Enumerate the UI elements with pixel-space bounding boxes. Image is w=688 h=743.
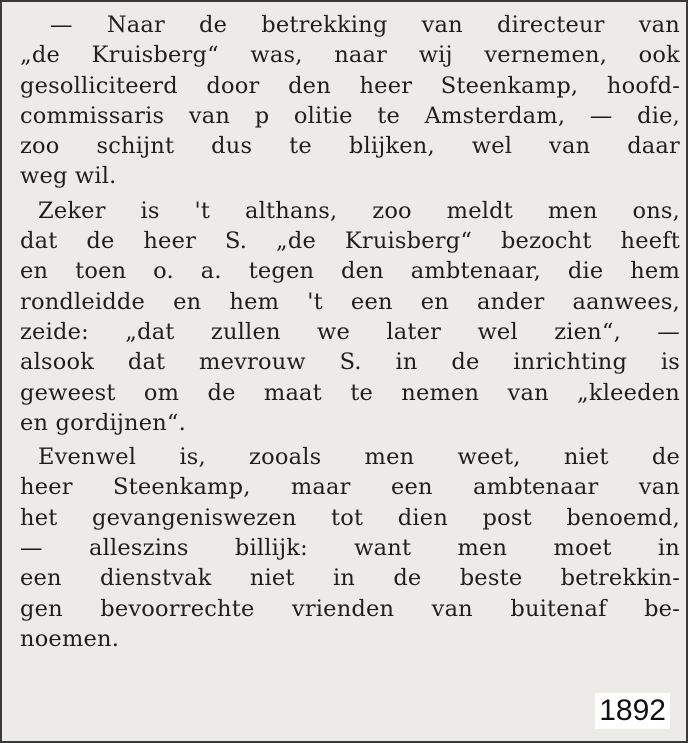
text-line: noemen. [20,625,120,652]
article-paragraph-1 [20,10,680,192]
text-line: en gordijnen“. [20,409,186,436]
article-paragraph-3 [20,442,680,654]
text-line: gen bevoorrechte vrienden van buitenaf be- [20,595,680,622]
text-line: geweest om de maat te nemen van „kleeden [20,379,680,406]
text-line: gesolliciteerd door den heer Steenkamp, hoofd- [20,72,680,99]
text-line: weg wil. [20,163,117,190]
text-line: alsook dat mevrouw S. in de inrichting is [20,349,680,376]
text-line: zeide: „dat zullen we later wel zien“, — [20,318,680,345]
text-line: — Naar de betrekking van directeur van [50,12,680,38]
text-line: „de Kruisberg“ was, naar wij vernemen, ook [20,42,680,69]
text-line: het gevangeniswezen tot dien post benoemd, [20,504,680,531]
text-line: en toen o. a. tegen den ambtenaar, die hem [20,258,680,285]
text-line: — alleszins billijk: want men moet in [20,535,680,562]
text-line: heer Steenkamp, maar een ambtenaar van [20,474,680,501]
text-line: Zeker is 't althans, zoo meldt men ons, [38,197,680,224]
article-column [20,10,680,654]
text-line: commissaris van p olitie te Amsterdam, — die, [20,102,680,129]
text-line: Evenwel is, zooals men weet, niet de [38,444,680,471]
article-paragraph-2 [20,196,680,438]
year-label: 1892 [595,693,670,729]
text-line: zoo schijnt dus te blijken, wel van daar [20,133,680,160]
text-line: een dienstvak niet in de beste betrekkin- [20,565,680,592]
text-line: dat de heer S. „de Kruisberg“ bezocht heeft [20,228,680,255]
text-line: rondleidde en hem 't een en ander aanwees, [20,288,680,315]
